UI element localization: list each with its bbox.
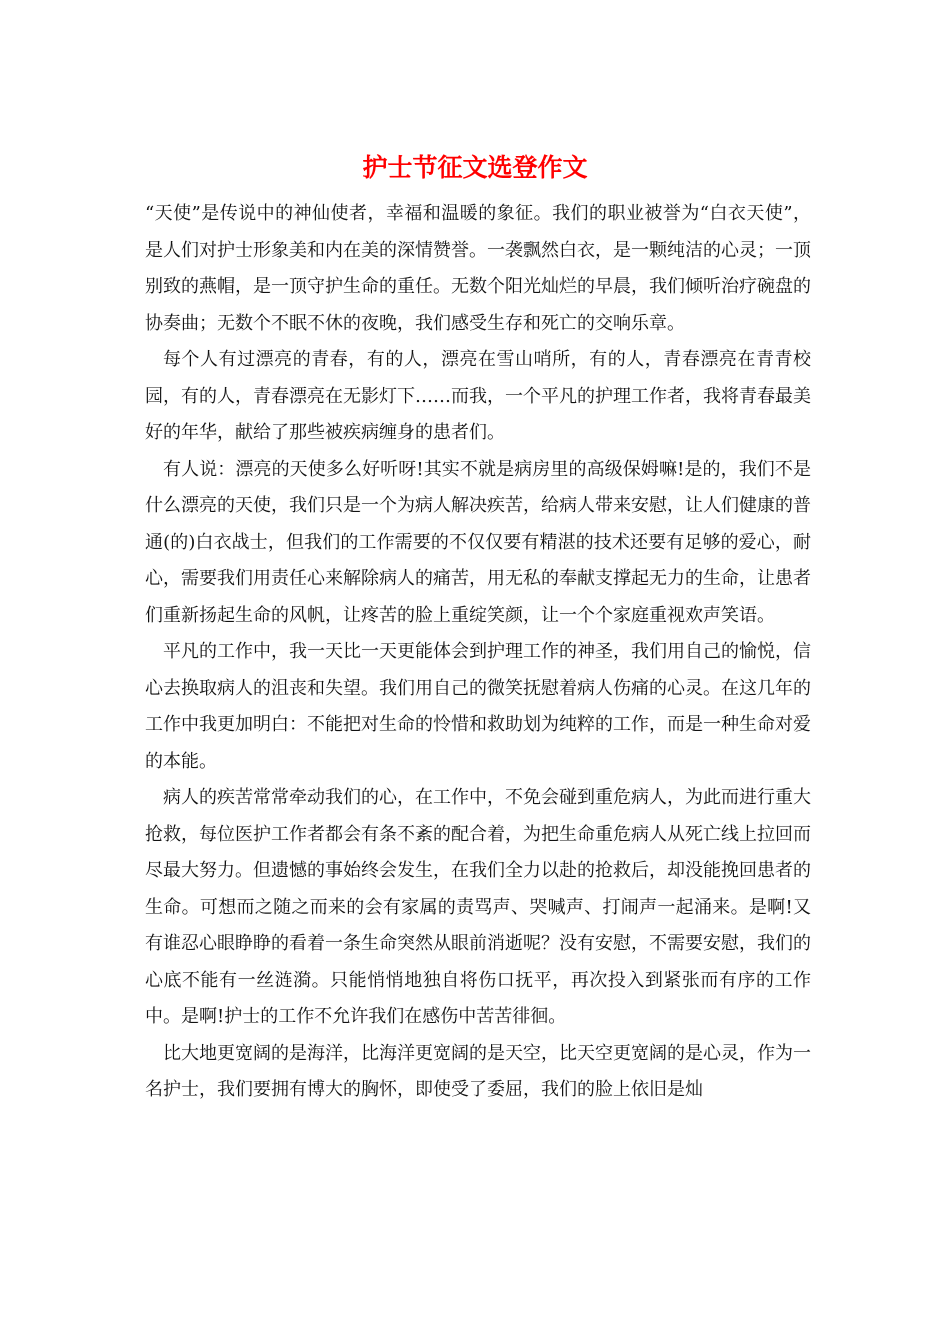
paragraph: “天使”是传说中的神仙使者，幸福和温暖的象征。我们的职业被誉为“白衣天使”，是人们对护士形象美和内在美的深情赞誉。一袭飘然白衣，是一颗纯洁的心灵；一顶别致的燕帽，是一顶守护生命的重任。无数个阳光灿烂的早晨，我们倾听治疗碗盘的协奏曲；无数个不眠不休的夜晚，我们感受生存和死亡的交响乐章。: [145, 203, 811, 334]
paragraph: 病人的疾苦常常牵动我们的心，在工作中，不免会碰到重危病人，为此而进行重大抢救，每位医护工作者都会有条不紊的配合着，为把生命重危病人从死亡线上拉回而尽最大努力。但遗憾的事始终会发生，在我们全力以赴的抢救后，却没能挽回患者的生命。可想而之随之而来的会有家属的责骂声、哭喊声、打闹声一起涌来。是啊!又有谁忍心眼睁睁的看着一条生命突然从眼前消逝呢？没有安慰，不需要安慰，我们的心底不能有一丝涟漪。只能悄悄地独自将伤口抚平，再次投入到紧张而有序的工作中。是啊!护士的工作不允许我们在感伤中苦苦徘徊。: [145, 787, 811, 1027]
paragraph: 比大地更宽阔的是海洋，比海洋更宽阔的是天空，比天空更宽阔的是心灵，作为一名护士，我们要拥有博大的胸怀，即使受了委屈，我们的脸上依旧是灿: [145, 1042, 811, 1100]
document-body: [145, 196, 811, 1109]
paragraph: 有人说：漂亮的天使多么好听呀!其实不就是病房里的高级保姆嘛!是的，我们不是什么漂亮的天使，我们只是一个为病人解决疾苦，给病人带来安慰，让人们健康的普通(的)白衣战士，但我们的工作需要的不仅仅要有精湛的技术还要有足够的爱心，耐心，需要我们用责任心来解除病人的痛苦，用无私的奉献支撑起无力的生命，让患者们重新扬起生命的风帆，让疼苦的脸上重绽笑颜，让一个个家庭重视欢声笑语。: [145, 458, 811, 626]
document-title: 护士节征文选登作文: [362, 153, 588, 182]
paragraph: 每个人有过漂亮的青春，有的人，漂亮在雪山哨所，有的人，青春漂亮在青青校园，有的人，青春漂亮在无影灯下……而我，一个平凡的护理工作者，我将青春最美好的年华，献给了那些被疾病缠身的患者们。: [145, 349, 811, 443]
paragraph: 平凡的工作中，我一天比一天更能体会到护理工作的神圣，我们用自己的愉悦，信心去换取病人的沮丧和失望。我们用自己的微笑抚慰着病人伤痛的心灵。在这几年的工作中我更加明白：不能把对生命的怜惜和救助划为纯粹的工作，而是一种生命对爱的本能。: [145, 641, 811, 772]
